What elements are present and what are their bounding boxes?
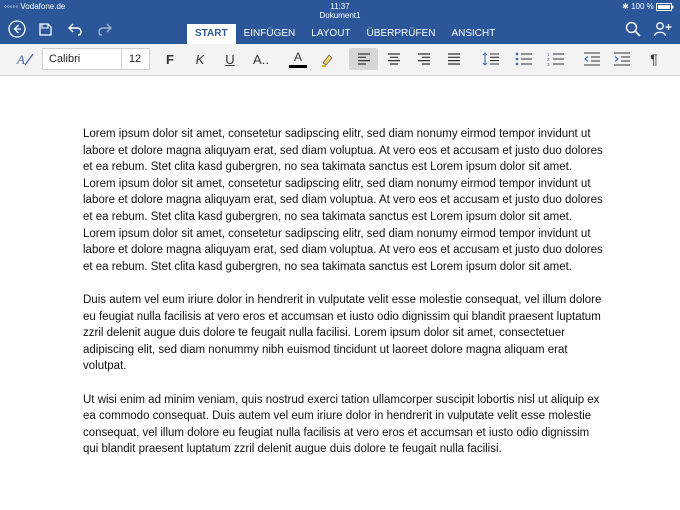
svg-text:2: 2	[547, 57, 550, 62]
bluetooth-icon: ✱	[622, 2, 629, 11]
redo-icon[interactable]	[94, 18, 116, 40]
bold-button[interactable]: F	[166, 51, 174, 67]
increase-indent-icon[interactable]	[609, 48, 635, 70]
document-body[interactable]	[83, 126, 603, 474]
paragraph-1: Lorem ipsum dolor sit amet, consetetur sadipscing elitr, sed diam nonumy eirmod tempor invidunt ut labore et dolore magna aliquyam erat, sed diam voluptua. At vero eos et accusam et justo duo dolores et ea rebum. Stet clita kasd gubergren, no sea takimata sanctus est Lorem ipsum dolor sit amet. Lorem ipsum dolor sit amet, consetetur sadipscing elitr, sed diam nonumy eirmod tempor invidunt ut labore et dolore magna aliquyam erat, sed diam voluptua. At vero eos et accusam et justo duo dolores et ea rebum. Stet clita kasd gubergren, no sea takimata sanctus est Lorem ipsum dolor sit amet. Lorem ipsum dolor sit amet, consetetur sadipscing elitr, sed diam nonumy eirmod tempor invidunt ut labore et dolore magna aliquyam erat, sed diam voluptua. At vero eos et accusam et justo duo dolores et ea rebum. Stet clita kasd gubergren, no sea takimata sanctus est Lorem ipsum dolor sit amet.	[83, 128, 603, 273]
font-picker[interactable]	[42, 48, 150, 70]
back-circle-icon[interactable]	[6, 18, 28, 40]
clock: 11:37	[330, 2, 350, 11]
bullet-list-icon[interactable]	[511, 48, 537, 70]
app-header	[0, 0, 680, 44]
line-spacing-icon[interactable]	[478, 48, 504, 70]
highlighter-icon[interactable]	[314, 48, 340, 70]
numbered-list-icon[interactable]	[543, 48, 569, 70]
undo-icon[interactable]	[64, 18, 86, 40]
tab-layout[interactable]: LAYOUT	[311, 28, 351, 39]
font-color-swatch	[289, 65, 307, 68]
svg-text:1: 1	[547, 52, 550, 57]
align-right-icon[interactable]	[411, 48, 437, 70]
document-title: Dokument1	[319, 11, 361, 20]
save-icon[interactable]	[34, 18, 56, 40]
svg-text:3: 3	[547, 62, 550, 66]
underline-button[interactable]: U	[225, 51, 235, 67]
search-icon[interactable]	[622, 18, 644, 40]
tab-ueberpruefen[interactable]: ÜBERPRÜFEN	[366, 28, 436, 39]
font-size[interactable]: 12	[121, 49, 148, 69]
align-center-icon[interactable]	[381, 48, 407, 70]
align-left-icon[interactable]	[349, 48, 378, 70]
styles-icon[interactable]	[12, 48, 38, 70]
battery-label: 100 %	[631, 2, 654, 11]
svg-text:A: A	[17, 52, 25, 67]
ribbon-tabs	[187, 24, 503, 44]
more-font-options-button[interactable]: A..	[253, 51, 269, 67]
tab-einfuegen[interactable]: EINFÜGEN	[243, 28, 296, 39]
font-color-button[interactable]	[285, 48, 311, 70]
decrease-indent-icon[interactable]	[579, 48, 605, 70]
show-formatting-button[interactable]: ¶	[650, 51, 658, 67]
add-person-icon[interactable]	[652, 18, 674, 40]
tab-ansicht[interactable]: ANSICHT	[451, 28, 496, 39]
carrier-label: ◦◦◦◦◦ Vodafone.de	[4, 2, 66, 11]
justify-icon[interactable]	[441, 48, 467, 70]
battery-icon	[656, 2, 674, 11]
font-color-label: A	[293, 49, 302, 64]
paragraph-2: Duis autem vel eum iriure dolor in hendrerit in vulputate velit esse molestie consequat, vel illum dolore eu feugiat nulla facilisis at vero eros et accumsan et iusto odio dignissim qui blandit praesent luptatum zzril delenit augue duis dolore te feugait nulla facilisi. Lorem ipsum dolor sit amet, consectetuer adipiscing elit, sed diam nonummy nibh euismod tincidunt ut laoreet dolore magna aliquam erat volutpat.	[83, 293, 602, 373]
tab-start[interactable]: START	[187, 24, 236, 44]
font-name: Calibri	[49, 53, 81, 65]
ribbon-toolbar	[0, 44, 680, 76]
italic-button[interactable]: K	[195, 51, 205, 67]
paragraph-3: Ut wisi enim ad minim veniam, quis nostrud exerci tation ullamcorper suscipit lobortis nisl ut aliquip ex ea commodo consequat. Duis autem vel eum iriure dolor in hendrerit in vulputate velit esse molestie consequat, vel illum dolore eu feugiat nulla facilisis at vero eros et accumsan et iusto odio dignissim qui blandit praesent luptatum zzril delenit augue duis dolore te feugait nulla facilisi.	[83, 393, 600, 456]
